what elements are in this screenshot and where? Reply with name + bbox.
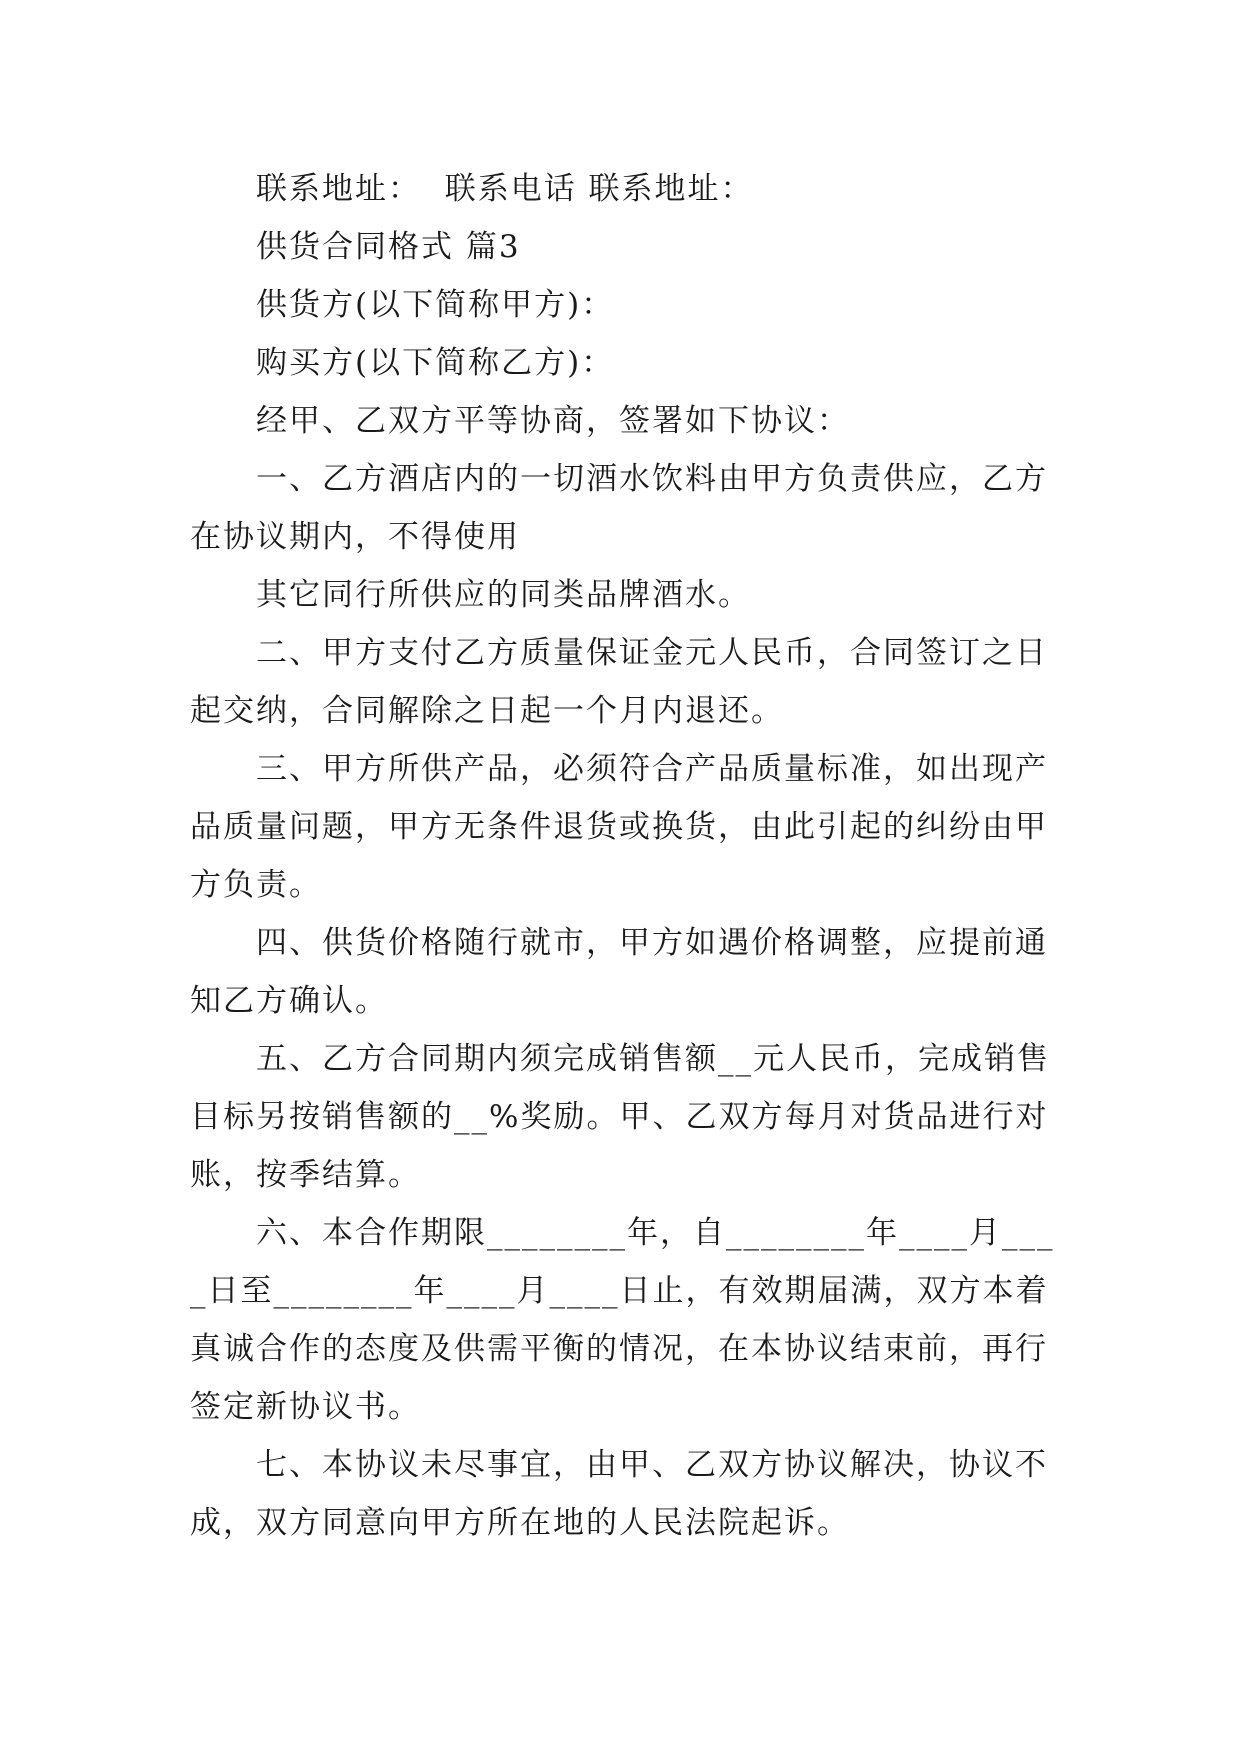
clause-2: 二、甲方支付乙方质量保证金元人民币，合同签订之日起交纳，合同解除之日起一个月内退还。: [190, 635, 1048, 729]
agreement-intro: 经甲、乙双方平等协商，签署如下协议：: [256, 403, 850, 439]
document-body: [190, 160, 1056, 1552]
buyer-party-line: 购买方(以下简称乙方)：: [256, 345, 615, 381]
clause-1: 一、乙方酒店内的一切酒水饮料由甲方负责供应，乙方在协议期内，不得使用: [190, 461, 1048, 555]
clause-3: 三、甲方所供产品，必须符合产品质量标准，如出现产品质量问题，甲方无条件退货或换货，由此引起的纠纷由甲方负责。: [190, 751, 1048, 903]
clause-6: 六、本合作期限________年，自________年____月____日至________年____月____日止，有效期届满，双方本着真诚合作的态度及供需平衡的情况，在本协议结束前，再行签定新协议书。: [190, 1215, 1055, 1425]
clause-7: 七、本协议未尽事宜，由甲、乙双方协议解决，协议不成，双方同意向甲方所在地的人民法院起诉。: [190, 1447, 1048, 1541]
contact-address-line: 联系地址： 联系电话 联系地址：: [256, 171, 754, 207]
supplier-party-line: 供货方(以下简称甲方)：: [256, 287, 615, 323]
clause-1-continued: 其它同行所供应的同类品牌酒水。: [256, 577, 751, 613]
clause-4: 四、供货价格随行就市，甲方如遇价格调整，应提前通知乙方确认。: [190, 925, 1048, 1019]
clause-5: 五、乙方合同期内须完成销售额__元人民币，完成销售目标另按销售额的__%奖励。甲、乙双方每月对货品进行对账，按季结算。: [190, 1041, 1050, 1193]
section-heading: 供货合同格式 篇3: [256, 229, 521, 265]
